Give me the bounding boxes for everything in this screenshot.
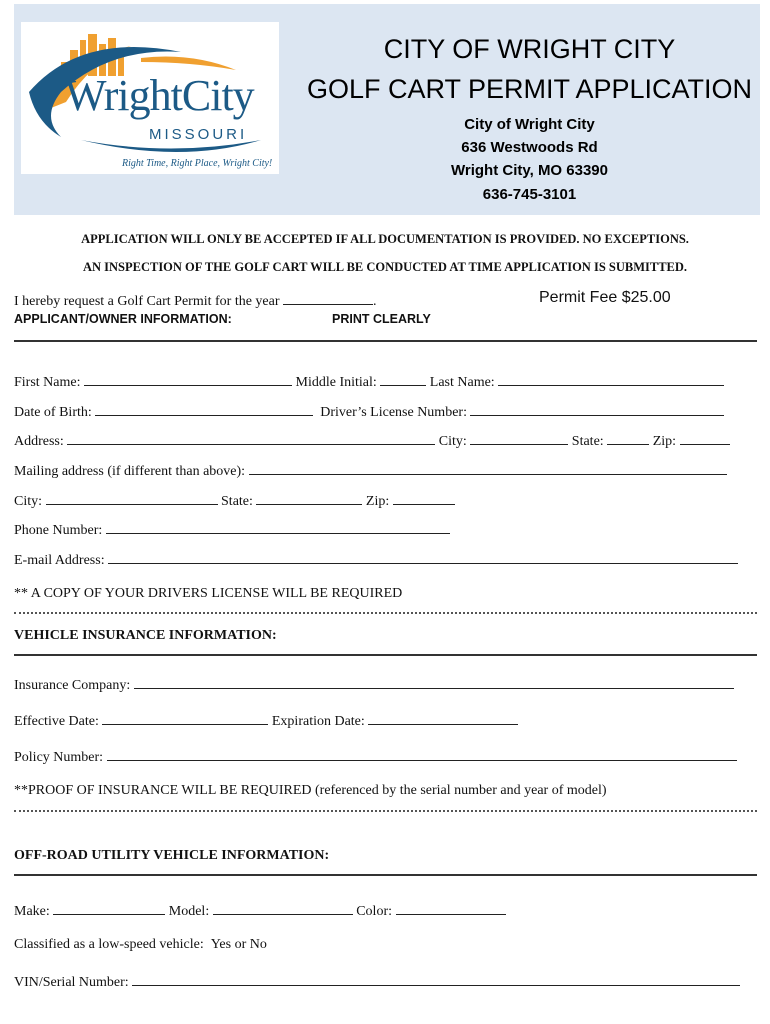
model-label: Model: — [168, 904, 210, 919]
policy-row — [14, 748, 737, 766]
permit-year-end: . — [373, 294, 377, 309]
state-field[interactable] — [607, 432, 649, 445]
permit-year-label: I hereby request a Golf Cart Permit for the year — [14, 294, 280, 309]
mailing-state-field[interactable] — [256, 492, 362, 505]
effective-date-label: Effective Date: — [14, 714, 99, 729]
zip-label: Zip: — [652, 434, 677, 449]
color-field[interactable] — [396, 902, 506, 915]
low-speed-row — [14, 937, 267, 953]
phone-row — [14, 521, 450, 539]
logo-wordmark: WrightCity — [65, 71, 254, 120]
last-name-field[interactable] — [498, 373, 724, 386]
low-speed-options[interactable]: Yes or No — [210, 937, 267, 952]
first-name-label: First Name: — [14, 375, 81, 390]
license-label: Driver’s License Number: — [320, 405, 467, 420]
insurance-note: **PROOF OF INSURANCE WILL BE REQUIRED (referenced by the serial number and year of model) — [14, 783, 607, 798]
dotted-divider — [14, 612, 757, 614]
insurance-company-row — [14, 676, 734, 694]
address-org: City of Wright City — [464, 116, 595, 133]
address-label: Address: — [14, 434, 64, 449]
insurance-company-label: Insurance Company: — [14, 678, 131, 693]
mailing-zip-field[interactable] — [393, 492, 455, 505]
mailing-field[interactable] — [249, 462, 727, 475]
permit-fee: Permit Fee $25.00 — [539, 289, 671, 306]
first-name-field[interactable] — [84, 373, 292, 386]
email-label: E-mail Address: — [14, 553, 105, 568]
logo-state: MISSOURI — [149, 126, 248, 143]
dob-row — [14, 403, 724, 421]
effective-date-field[interactable] — [102, 712, 268, 725]
state-label: State: — [571, 434, 604, 449]
model-field[interactable] — [213, 902, 353, 915]
page-title: CITY OF WRIGHT CITY — [383, 34, 676, 64]
mailing-row — [14, 462, 727, 480]
vin-row — [14, 973, 740, 991]
vehicle-heading: OFF-ROAD UTILITY VEHICLE INFORMATION: — [14, 848, 330, 863]
name-row — [14, 373, 724, 391]
dotted-divider — [14, 810, 757, 812]
insurance-company-field[interactable] — [134, 676, 734, 689]
print-clearly-label: PRINT CLEARLY — [332, 312, 431, 326]
dob-label: Date of Birth: — [14, 405, 92, 420]
address-city: Wright City, MO 63390 — [451, 162, 608, 179]
email-field[interactable] — [108, 551, 738, 564]
mailing-zip-label: Zip: — [365, 494, 390, 509]
page-subtitle: GOLF CART PERMIT APPLICATION — [306, 74, 753, 104]
mailing-city-field[interactable] — [46, 492, 218, 505]
make-model-row — [14, 902, 506, 920]
permit-year-field[interactable] — [283, 292, 373, 305]
last-name-label: Last Name: — [429, 375, 495, 390]
middle-initial-field[interactable] — [380, 373, 426, 386]
notice-inspection: AN INSPECTION OF THE GOLF CART WILL BE CONDUCTED AT TIME APPLICATION IS SUBMITTED. — [82, 260, 688, 274]
logo-tagline: Right Time, Right Place, Wright City! — [122, 158, 273, 169]
city-field[interactable] — [470, 432, 568, 445]
policy-number-label: Policy Number: — [14, 750, 104, 765]
mailing-state-label: State: — [221, 494, 253, 509]
mailing-label: Mailing address (if different than above): — [14, 464, 246, 479]
mailing-city-label: City: — [14, 494, 43, 509]
permit-year-row — [14, 292, 377, 310]
address-row — [14, 432, 730, 450]
expiration-date-field[interactable] — [368, 712, 518, 725]
address-phone: 636-745-3101 — [482, 186, 577, 203]
make-field[interactable] — [53, 902, 165, 915]
applicant-heading: APPLICANT/OWNER INFORMATION: — [14, 312, 232, 326]
low-speed-label: Classified as a low-speed vehicle: — [14, 937, 204, 952]
dob-field[interactable] — [95, 403, 313, 416]
notice-documentation: APPLICATION WILL ONLY BE ACCEPTED IF ALL DOCUMENTATION IS PROVIDED. NO EXCEPTIONS. — [81, 232, 689, 246]
vin-field[interactable] — [132, 973, 740, 986]
mailing-city-row — [14, 492, 455, 510]
policy-number-field[interactable] — [107, 748, 737, 761]
insurance-dates-row — [14, 712, 518, 730]
city-label: City: — [438, 434, 467, 449]
address-field[interactable] — [67, 432, 435, 445]
middle-initial-label: Middle Initial: — [295, 375, 377, 390]
section-divider — [14, 340, 757, 342]
email-row — [14, 551, 738, 569]
expiration-date-label: Expiration Date: — [271, 714, 365, 729]
zip-field[interactable] — [680, 432, 730, 445]
phone-field[interactable] — [106, 521, 450, 534]
address-street: 636 Westwoods Rd — [461, 139, 598, 156]
header-panel — [14, 4, 760, 215]
license-field[interactable] — [470, 403, 724, 416]
phone-label: Phone Number: — [14, 523, 103, 538]
section-divider — [14, 654, 757, 656]
vin-label: VIN/Serial Number: — [14, 975, 129, 990]
city-logo — [21, 22, 279, 174]
section-divider — [14, 874, 757, 876]
make-label: Make: — [14, 904, 50, 919]
license-note: ** A COPY OF YOUR DRIVERS LICENSE WILL BE REQUIRED — [14, 586, 403, 601]
insurance-heading: VEHICLE INSURANCE INFORMATION: — [14, 628, 277, 643]
color-label: Color: — [356, 904, 392, 919]
